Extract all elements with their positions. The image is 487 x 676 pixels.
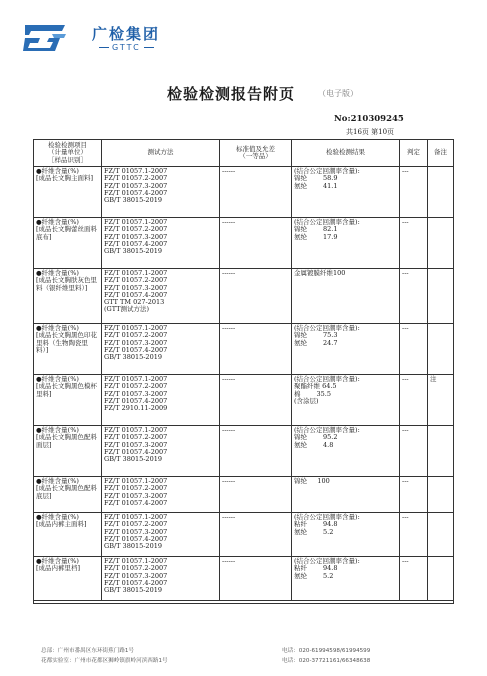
header-standard: 标准值及允差 （一等品） <box>220 140 292 167</box>
item-cell: ●纤维含量(%) [成品长文胸黑色模杯里料] <box>34 375 102 426</box>
remark-cell <box>428 324 454 375</box>
fiber-value: 41.1 <box>323 181 338 190</box>
result-cell <box>292 426 400 477</box>
result-line <box>294 573 397 580</box>
table-row <box>34 218 454 269</box>
remark-cell <box>428 557 454 601</box>
result-cell <box>292 218 400 269</box>
result-cell <box>292 375 400 426</box>
remark-cell <box>428 513 454 557</box>
result-head: (结合公定回潮率含量): <box>294 324 360 332</box>
gttc-logo-icon <box>22 22 68 54</box>
table-row <box>34 375 454 426</box>
header-judgement: 判定 <box>400 140 428 167</box>
result-head: (结合公定回潮率含量): <box>294 218 360 226</box>
item-cell: ●纤维含量(%) [成品长文胸黑色配料底层] <box>34 477 102 513</box>
remark-cell <box>428 426 454 477</box>
table-row <box>34 477 454 513</box>
result-cell <box>292 324 400 375</box>
result-cell <box>292 167 400 218</box>
result-cell <box>292 513 400 557</box>
result-line <box>294 529 397 536</box>
remark-cell <box>428 269 454 324</box>
result-head: (结合公定回潮率含量): <box>294 426 360 434</box>
judgement-cell: --- <box>400 426 428 477</box>
method-cell: FZ/T 01057.1-2007 FZ/T 01057.2-2007 FZ/T 01057.3-2007 FZ/T 01057.4-2007 GB/T 38015-2019 <box>102 167 220 218</box>
header-result: 检验检测结果 <box>292 140 400 167</box>
fiber-name: 聚酯纤维 <box>294 382 320 391</box>
results-table <box>33 139 454 604</box>
table-header-row <box>34 140 454 167</box>
result-line <box>294 234 397 241</box>
standard-cell: ------ <box>220 557 292 601</box>
empty-cell <box>34 601 454 604</box>
judgement-cell: --- <box>400 477 428 513</box>
hq-phone: 电话：020-61994598/61994599 <box>282 648 371 654</box>
fiber-name: 锦纶 <box>294 174 307 183</box>
table-row <box>34 167 454 218</box>
remark-cell <box>428 167 454 218</box>
fiber-name: 粘纤 <box>294 520 307 529</box>
page-info: 共16页 第10页 <box>346 128 395 136</box>
result-head: (结合公定回潮率含量): <box>294 167 360 175</box>
fiber-name: 棉 <box>294 389 301 398</box>
fiber-value: 94.8 <box>323 520 338 529</box>
fiber-value: 75.3 <box>323 331 338 340</box>
fiber-value: 35.5 <box>316 389 331 398</box>
fiber-value: 82.1 <box>323 225 338 234</box>
table-row <box>34 557 454 601</box>
result-line <box>294 398 397 405</box>
standard-cell: ------ <box>220 269 292 324</box>
company-name-en: GTTC <box>96 43 157 52</box>
result-head: (结合公定回潮率含量): <box>294 557 360 565</box>
method-cell: FZ/T 01057.1-2007 FZ/T 01057.2-2007 FZ/T 01057.3-2007 FZ/T 01057.4-2007 GTT TM 027-2013 (GTT测试方法) <box>102 269 220 324</box>
page-subtitle: （电子版） <box>318 89 358 98</box>
result-cell <box>292 557 400 601</box>
item-cell: ●纤维含量(%) [成品长文胸蕾丝面料底布] <box>34 218 102 269</box>
fiber-name: 锦纶 <box>294 433 307 442</box>
result-line <box>294 183 397 190</box>
fiber-name: 氨纶 <box>294 571 307 580</box>
judgement-cell: --- <box>400 218 428 269</box>
judgement-cell: --- <box>400 324 428 375</box>
result-head: 金属镀膜纤维100 <box>294 269 346 277</box>
fiber-note: (含涂层) <box>294 396 319 405</box>
result-head: 锦纶 100 <box>294 477 330 485</box>
judgement-cell: --- <box>400 513 428 557</box>
result-line <box>294 442 397 449</box>
item-cell: ●纤维含量(%) [成品内裤里档] <box>34 557 102 601</box>
lab-phone: 电话：020-37721161/66348638 <box>282 658 371 664</box>
standard-cell: ------ <box>220 218 292 269</box>
item-cell: ●纤维含量(%) [成品长文胸主面料] <box>34 167 102 218</box>
report-number: No:210309245 <box>334 114 404 124</box>
table-row <box>34 426 454 477</box>
remark-cell <box>428 218 454 269</box>
standard-cell: ------ <box>220 513 292 557</box>
method-cell: FZ/T 01057.1-2007 FZ/T 01057.2-2007 FZ/T 01057.3-2007 FZ/T 01057.4-2007 GB/T 38015-2019 <box>102 324 220 375</box>
item-cell: ●纤维含量(%) [成品长文胸肤灰色里料（银纤维里料）] <box>34 269 102 324</box>
judgement-cell: --- <box>400 167 428 218</box>
method-cell: FZ/T 01057.1-2007 FZ/T 01057.2-2007 FZ/T 01057.3-2007 FZ/T 01057.4-2007 GB/T 38015-2019 <box>102 557 220 601</box>
method-cell: FZ/T 01057.1-2007 FZ/T 01057.2-2007 FZ/T 01057.3-2007 FZ/T 01057.4-2007 GB/T 38015-2019 <box>102 426 220 477</box>
fiber-value: 24.7 <box>323 338 338 347</box>
standard-cell: ------ <box>220 375 292 426</box>
judgement-cell: --- <box>400 557 428 601</box>
fiber-name: 氨纶 <box>294 338 307 347</box>
judgement-cell: --- <box>400 375 428 426</box>
fiber-value: 5.2 <box>323 571 334 580</box>
table-row <box>34 269 454 324</box>
lab-address: 花都实验室：广州市花都区狮岭镇旗岭河滨西路1号 <box>41 658 168 664</box>
header-method: 测试方法 <box>102 140 220 167</box>
standard-cell: ------ <box>220 324 292 375</box>
company-name-cn: 广检集团 <box>92 25 161 43</box>
standard-cell: ------ <box>220 167 292 218</box>
result-cell <box>292 477 400 513</box>
fiber-value: 95.2 <box>323 433 338 442</box>
fiber-value: 94.8 <box>323 564 338 573</box>
fiber-value: 5.2 <box>323 527 334 536</box>
method-cell: FZ/T 01057.1-2007 FZ/T 01057.2-2007 FZ/T 01057.3-2007 FZ/T 01057.4-2007 GB/T 38015-2019 <box>102 513 220 557</box>
fiber-value: 64.5 <box>322 382 337 391</box>
result-cell <box>292 269 400 324</box>
table-row <box>34 324 454 375</box>
fiber-value: 17.9 <box>323 232 338 241</box>
fiber-name: 氨纶 <box>294 181 307 190</box>
result-head: (结合公定回潮率含量): <box>294 513 360 521</box>
fiber-name: 粘纤 <box>294 564 307 573</box>
header-item: 检验检测项目 （计量单位） ［样品识别］ <box>34 140 102 167</box>
header-remark: 备注 <box>428 140 454 167</box>
remark-cell: 注 <box>428 375 454 426</box>
fiber-value: 4.8 <box>323 440 334 449</box>
judgement-cell: --- <box>400 269 428 324</box>
fiber-name: 氨纶 <box>294 527 307 536</box>
fiber-value: 58.9 <box>323 174 338 183</box>
remark-cell <box>428 477 454 513</box>
page-title: 检验检测报告附页 <box>167 85 296 103</box>
standard-cell: ------ <box>220 477 292 513</box>
result-line <box>294 340 397 347</box>
fiber-name: 氨纶 <box>294 232 307 241</box>
table-row <box>34 513 454 557</box>
item-cell: ●纤维含量(%) [成品长文胸黑色配料面层] <box>34 426 102 477</box>
item-cell: ●纤维含量(%) [成品长文胸黑色印花里料（生物陶瓷里料）] <box>34 324 102 375</box>
method-cell: FZ/T 01057.1-2007 FZ/T 01057.2-2007 FZ/T 01057.3-2007 FZ/T 01057.4-2007 <box>102 477 220 513</box>
method-cell: FZ/T 01057.1-2007 FZ/T 01057.2-2007 FZ/T 01057.3-2007 FZ/T 01057.4-2007 GB/T 38015-2019 <box>102 218 220 269</box>
method-cell: FZ/T 01057.1-2007 FZ/T 01057.2-2007 FZ/T 01057.3-2007 FZ/T 01057.4-2007 FZ/T 2910.11-2009 <box>102 375 220 426</box>
fiber-name: 锦纶 <box>294 331 307 340</box>
result-head: (结合公定回潮率含量): <box>294 375 360 383</box>
fiber-name: 锦纶 <box>294 225 307 234</box>
company-logo <box>22 22 160 56</box>
hq-address: 总部：广州市番禺区东环街蕉门路1号 <box>41 648 135 654</box>
fiber-name: 氨纶 <box>294 440 307 449</box>
item-cell: ●纤维含量(%) [成品内裤主面料] <box>34 513 102 557</box>
standard-cell: ------ <box>220 426 292 477</box>
empty-row <box>34 601 454 604</box>
